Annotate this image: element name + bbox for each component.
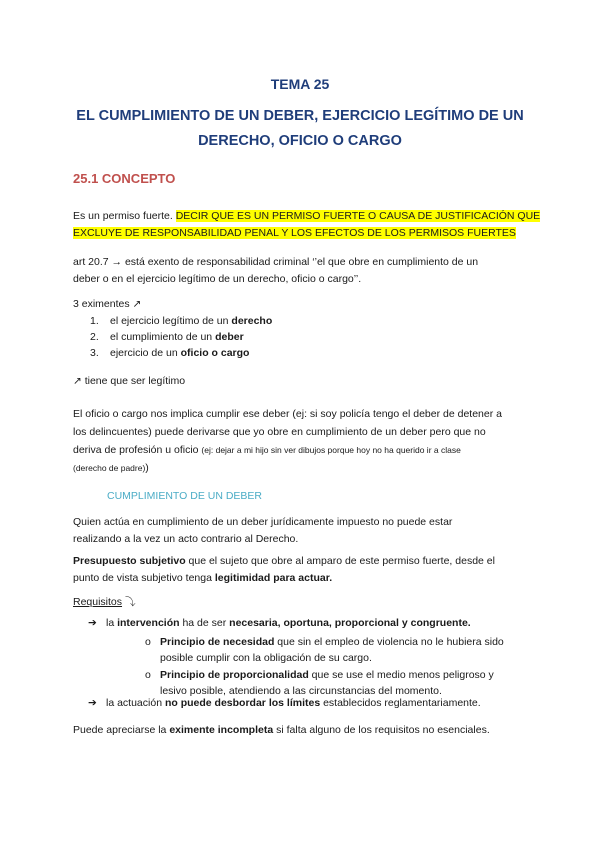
- requisito-2: ➔ la actuación no puede desbordar los límites establecidos reglamentariamente.: [88, 697, 481, 709]
- subtitle-line-2: DERECHO, OFICIO O CARGO: [198, 133, 402, 149]
- requisitos-label: Requisitos ⤵: [73, 596, 136, 608]
- article-paragraph: [73, 254, 478, 288]
- curved-arrow-icon: ⤵: [124, 596, 136, 608]
- highlighted-note-1: DECIR QUE ES UN PERMISO FUERTE O CAUSA DE JUSTIFICACIÓN QUE: [175, 210, 541, 222]
- page-title: TEMA 25: [270, 76, 330, 92]
- subtitle-line-1: EL CUMPLIMIENTO DE UN DEBER, EJERCICIO LEGÍTIMO DE UN: [76, 108, 524, 124]
- eximentes-list: [90, 313, 272, 361]
- bullet-icon: o: [145, 636, 151, 648]
- list-item: 1. el ejercicio legítimo de un derecho: [90, 315, 273, 327]
- arrow-bullet-icon: ➔: [88, 617, 97, 629]
- oficio-paragraph: El oficio o cargo nos implica cumplir ese deber (ej: si soy policía tengo el deber de detener a los delincuentes) puede derivarse que yo obre en cumplimiento de un deber pero que no deriva de profesión u oficio (ej: dejar a mi hijo sin ver dibujos porque hoy no ha querido ir a clase (derecho de padre)): [73, 408, 502, 474]
- principio-necesidad: o Principio de necesidad que sin el empleo de violencia no le hubiera sido posible cumplir con la obligación de su cargo.: [145, 636, 504, 664]
- legitimo-note: ↗ tiene que ser legítimo: [73, 375, 186, 387]
- eximentes-label: 3 eximentes ↗: [73, 298, 142, 310]
- highlighted-note-2: EXCLUYE DE RESPONSABILIDAD PENAL Y LOS EFECTOS DE LOS PERMISOS FUERTES: [73, 227, 516, 239]
- list-item: 3. ejercicio de un oficio o cargo: [90, 347, 250, 359]
- arrow-bullet-icon: ➔: [88, 697, 97, 709]
- intro-paragraph: [73, 208, 540, 242]
- bullet-icon: o: [145, 669, 151, 681]
- list-item: 2. el cumplimiento de un deber: [90, 331, 244, 343]
- article-line-2: deber o en el ejercicio legítimo de un derecho, oficio o cargo’’.: [73, 273, 362, 285]
- principio-proporcionalidad: o Principio de proporcionalidad que se use el medio menos peligroso y lesivo posible, atendiendo a las circunstancias del momento.: [145, 669, 494, 697]
- quien-paragraph: Quien actúa en cumplimiento de un deber jurídicamente impuesto no puede estar realizando a la vez un acto contrario al Derecho.: [73, 516, 453, 545]
- document-subtitle: [0, 104, 600, 154]
- article-line-1: art 20.7 → está exento de responsabilidad criminal ‘’el que obre en cumplimiento de un: [73, 256, 479, 268]
- requisito-1: ➔ la intervención ha de ser necesaria, oportuna, proporcional y congruente.: [88, 617, 471, 629]
- presupuesto-paragraph: Presupuesto subjetivo que el sujeto que obre al amparo de este permiso fuerte, desde el punto de vista subjetivo tenga legitimidad para actuar.: [73, 555, 495, 584]
- final-paragraph: Puede apreciarse la eximente incompleta si falta alguno de los requisitos no esenciales.: [73, 724, 490, 736]
- intro-text: Es un permiso fuerte.: [73, 210, 173, 222]
- subsection-heading: CUMPLIMIENTO DE UN DEBER: [107, 490, 262, 502]
- section-heading: 25.1 CONCEPTO: [73, 171, 176, 186]
